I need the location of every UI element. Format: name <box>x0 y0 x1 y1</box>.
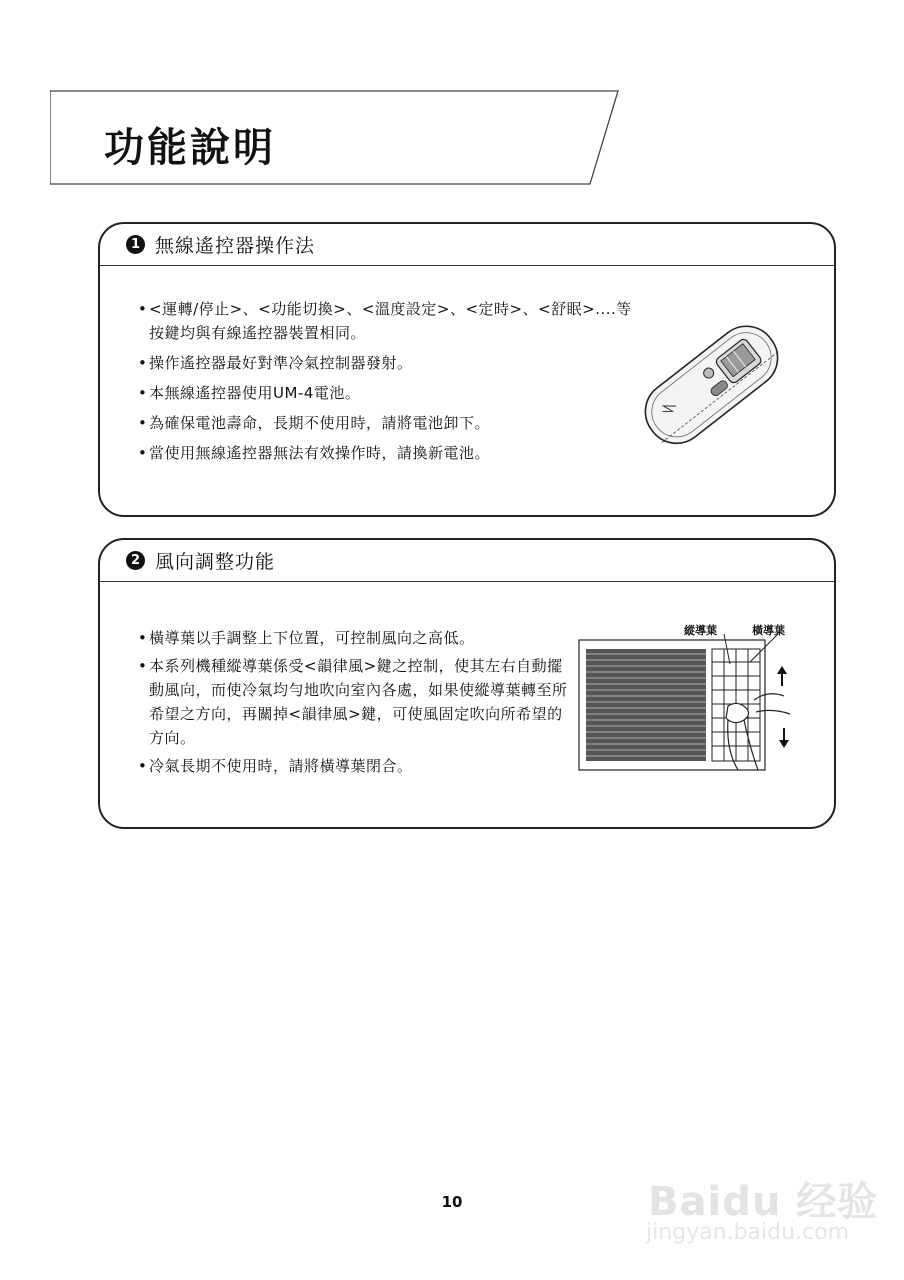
list-item: • 本系列機種縱導葉係受<韻律風>鍵之控制，使其左右自動擺動風向，而使冷氣均勻地吹向室內各處，如果使縱導葉轉至所希望之方向，再關掉<韻律風>鍵，可使風固定吹向所希望的方向。 <box>140 654 570 750</box>
section-title: 無線遙控器操作法 <box>155 235 316 257</box>
list-item: • 本無線遙控器使用UM-4電池。 <box>140 381 640 405</box>
watermark-url: jingyan.baidu.com <box>646 1220 850 1245</box>
list-item: • 操作遙控器最好對準冷氣控制器發射。 <box>140 351 640 375</box>
section-number-badge: 1 <box>126 235 145 254</box>
section-header <box>100 540 834 582</box>
bullet-list <box>140 297 640 471</box>
arrow-up-icon <box>777 666 787 686</box>
bullet-list <box>140 626 570 782</box>
section-number-badge: 2 <box>126 551 145 570</box>
page-title: 功能說明 <box>104 125 276 171</box>
watermark-logo: Baidu 经验 <box>648 1179 879 1225</box>
watermark <box>646 1142 896 1252</box>
page-number: 10 <box>441 1193 463 1211</box>
section-airflow-adjustment <box>98 538 836 829</box>
list-item: • 橫導葉以手調整上下位置，可控制風向之高低。 <box>140 626 570 650</box>
section-remote-operation <box>98 222 836 517</box>
section-header <box>100 224 834 266</box>
louver-diagram-icon <box>578 616 798 776</box>
section-title: 風向調整功能 <box>155 551 276 573</box>
list-item: • 為確保電池壽命，長期不使用時，請將電池卸下。 <box>140 411 640 435</box>
list-item: • 當使用無線遙控器無法有效操作時，請換新電池。 <box>140 441 640 465</box>
arrow-down-icon <box>779 728 789 748</box>
vertical-louver-label: 縱導葉 <box>684 624 717 637</box>
horizontal-louver-label: 橫導葉 <box>752 624 785 637</box>
remote-control-icon <box>620 316 800 466</box>
list-item: • 冷氣長期不使用時，請將橫導葉閉合。 <box>140 754 570 778</box>
list-item: • <運轉/停止>、<功能切換>、<溫度設定>、<定時>、<舒眠>....等按鍵均與有線遙控器裝置相同。 <box>140 297 640 345</box>
